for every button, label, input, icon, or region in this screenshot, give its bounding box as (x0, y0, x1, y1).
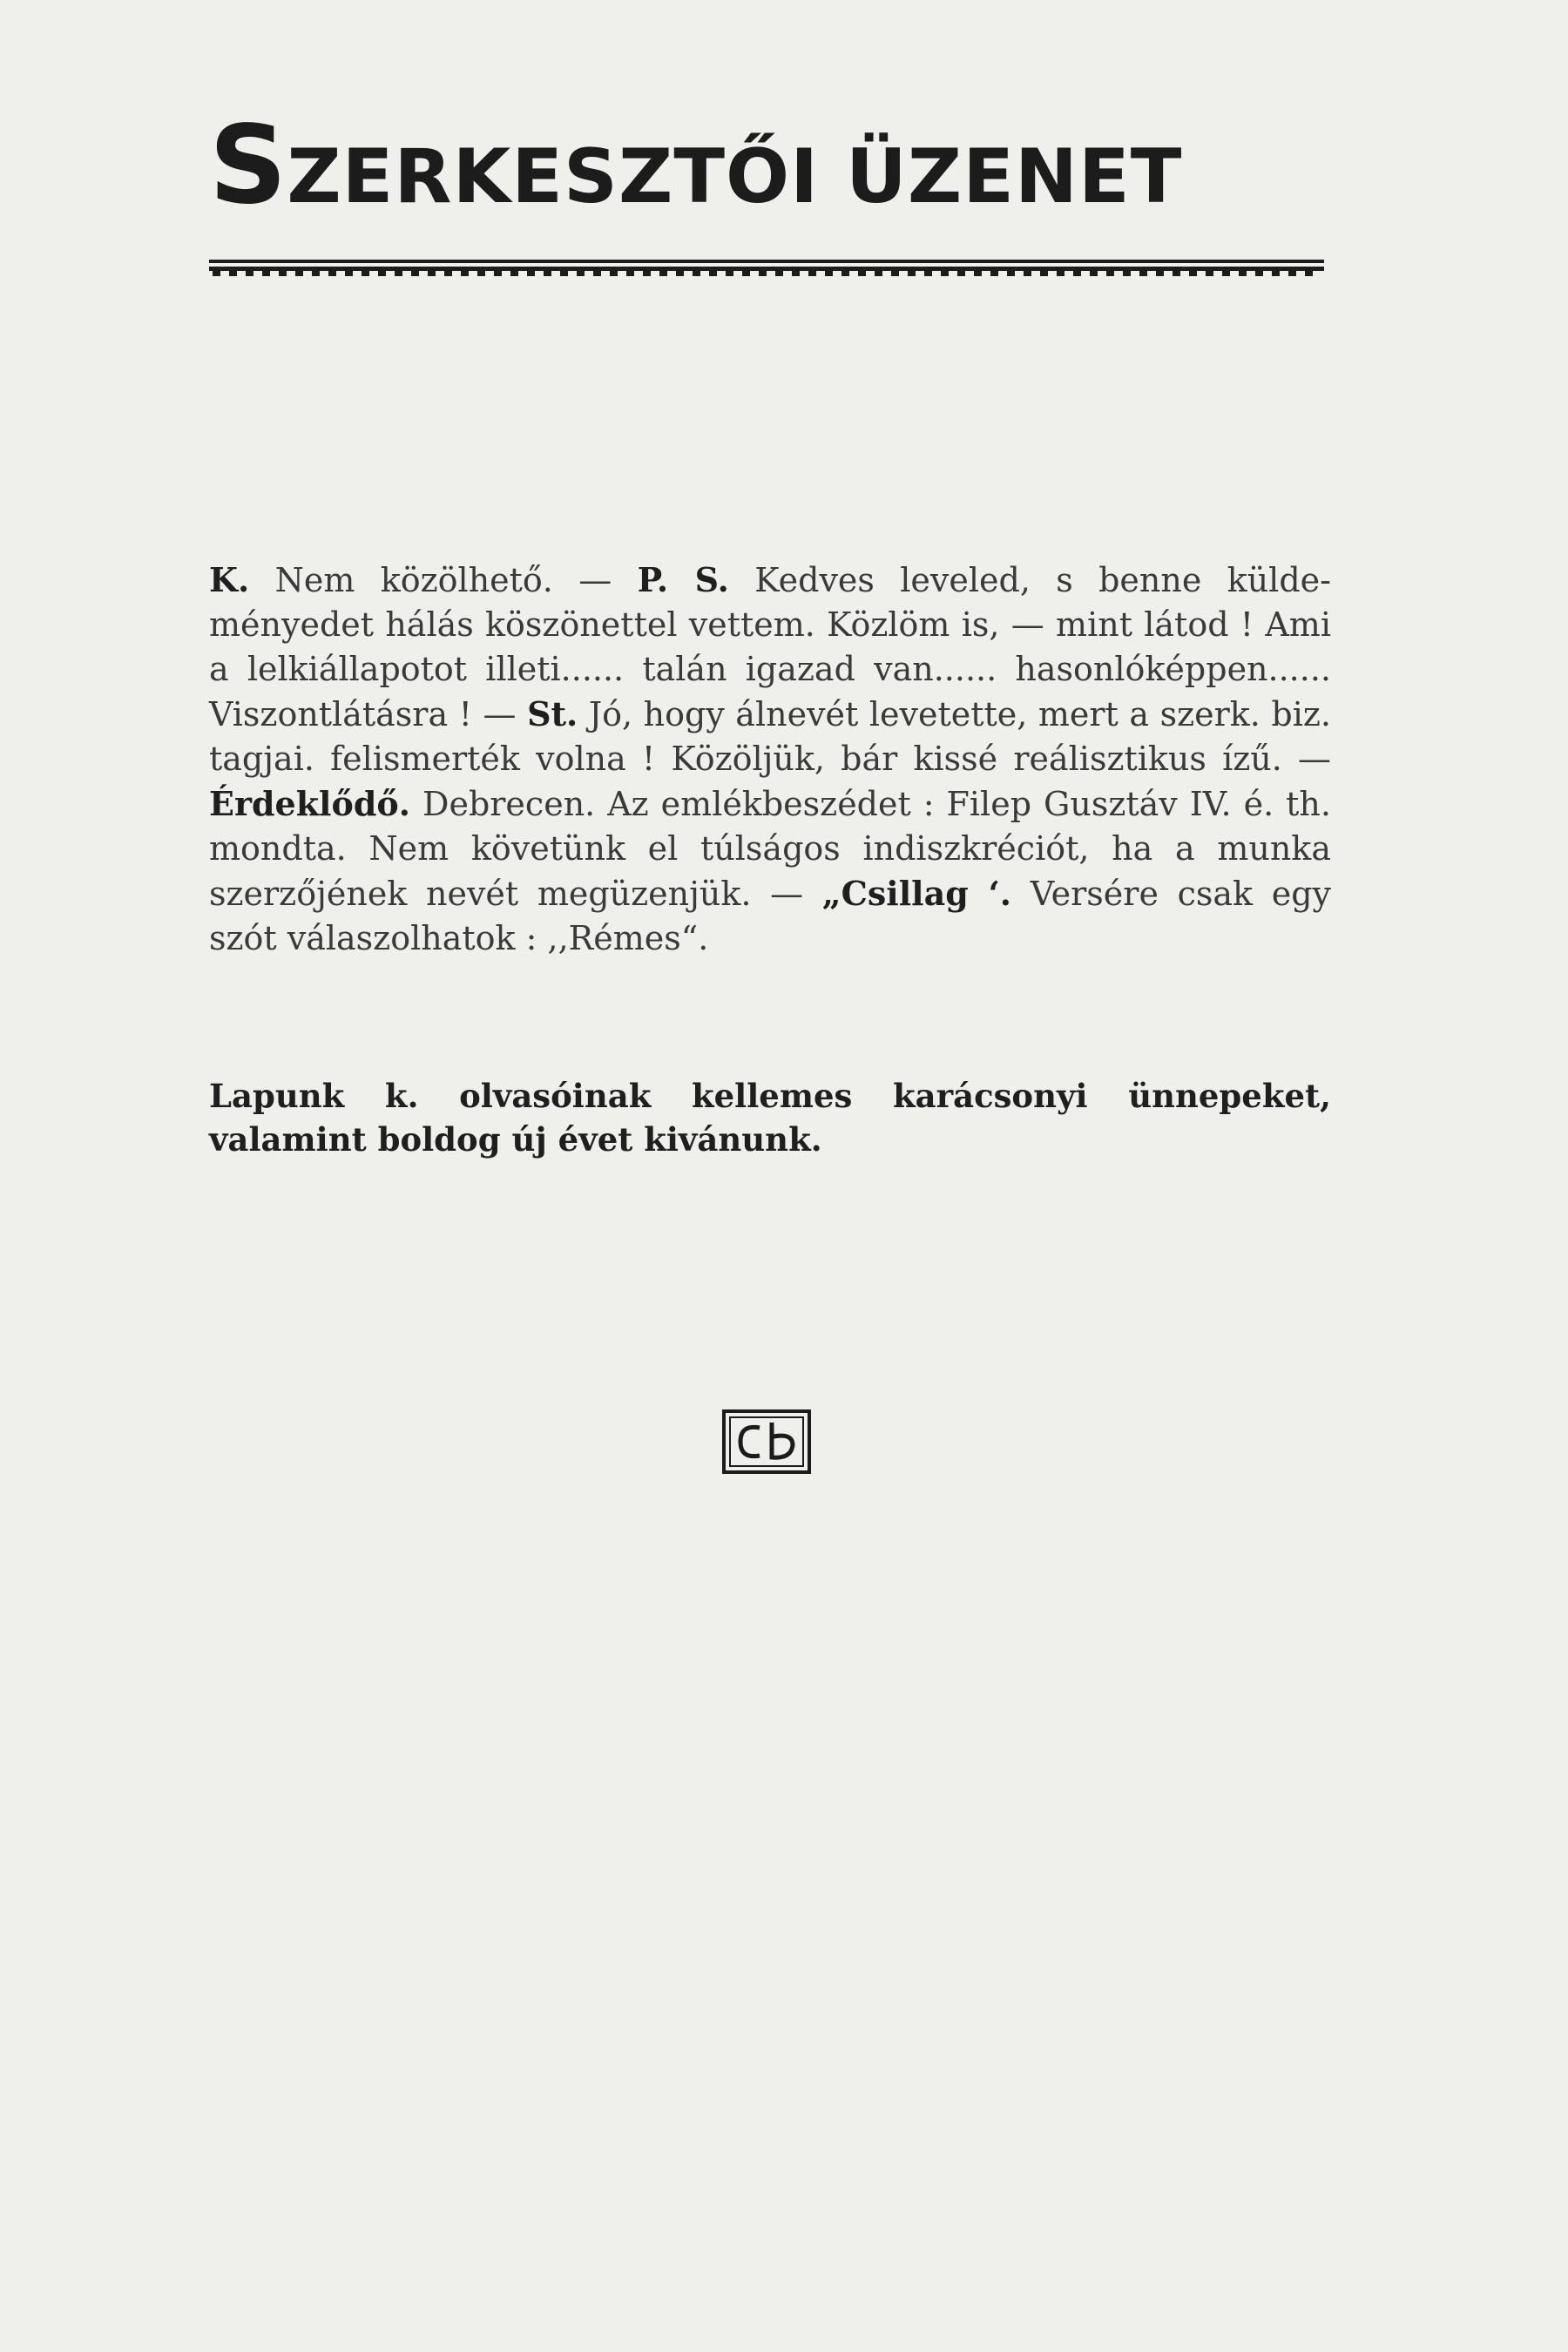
message-text: Debrecen. Az emlékbeszédet : Filep Gusztáv IV. é. th. mondta. Nem követünk el túlságos indiszkréciót, ha a munka szerzőjének nevét megüzenjük. — (209, 785, 1331, 913)
message-name: St. (527, 694, 578, 733)
title-rest: ZERKESZTŐI ÜZENET (287, 133, 1183, 220)
title-initial: S (209, 103, 287, 228)
message-name: K. (209, 560, 250, 599)
message-text: Nem közölhető. — (274, 561, 638, 599)
message-text: Versére csak egy szót válaszolhatok : ,,Rémes“. (209, 875, 1331, 957)
message-name: P. S. (637, 560, 729, 599)
holiday-greeting: Lapunk k. olvasóinak kellemes karácsonyi ünnepeket, valamint boldog új évet kivánunk. (209, 1077, 1331, 1159)
message-text: Jó, hogy álnevét levetette, mert a szerk. biz. tagjai. felismerték volna ! Közöljük, bár kissé reálisztikus ízű. — (209, 695, 1331, 778)
page-title (209, 103, 1324, 228)
monogram-cb-icon (721, 1409, 812, 1475)
decorative-rule (209, 260, 1324, 277)
message-text: Kedves leveled, s benne küldeményedet hálás köszönettel vettem. Közlöm is, — mint látod ! Ami a lelkiállapotot illeti...... talán igazad van...... hasonlóképpen...... Viszontlátásra ! — (209, 561, 1331, 733)
editorial-messages (209, 558, 1331, 961)
message-name: Érdeklődő. (209, 784, 410, 823)
message-name: „Csillag ‘. (821, 874, 1012, 913)
